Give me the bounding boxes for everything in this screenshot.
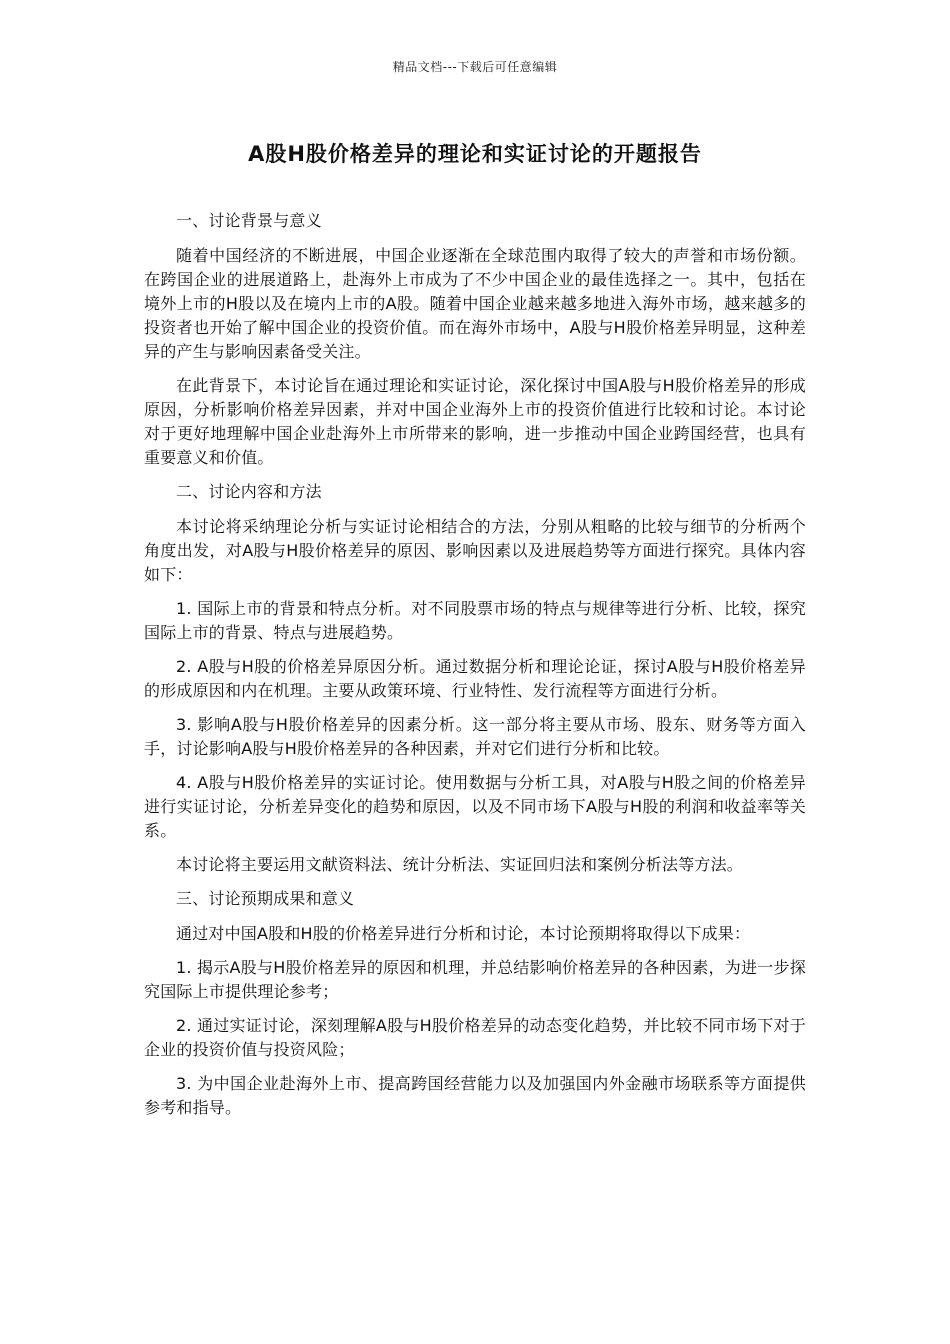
header-note: 精品文档---下载后可任意编辑 bbox=[392, 60, 558, 74]
list-item-outcome-1: 1. 揭示A股与H股价格差异的原因和机理，并总结影响价格差异的各种因素，为进一步探究国际上市提供理论参考； bbox=[144, 958, 806, 1001]
paragraph-methods: 本讨论将主要运用文献资料法、统计分析法、实证回归法和案例分析法等方法。 bbox=[176, 855, 744, 874]
list-item-content-2: 2. A股与H股的价格差异原因分析。通过数据分析和理论论证，探讨A股与H股价格差异的形成原因和内在机理。主要从政策环境、行业特性、发行流程等方面进行分析。 bbox=[144, 657, 806, 700]
document-body bbox=[144, 209, 806, 1130]
list-item-outcome-3: 3. 为中国企业赴海外上市、提高跨国经营能力以及加强国内外金融市场联系等方面提供参考和指导。 bbox=[144, 1074, 806, 1117]
list-item-content-1: 1. 国际上市的背景和特点分析。对不同股票市场的特点与规律等进行分析、比较，探究国际上市的背景、特点与进展趋势。 bbox=[144, 599, 806, 642]
paragraph-background-2: 在此背景下，本讨论旨在通过理论和实证讨论，深化探讨中国A股与H股价格差异的形成原因，分析影响价格差异因素，并对中国企业海外上市的投资价值进行比较和讨论。本讨论对于更好地理解中国企业赴海外上市所带来的影响，进一步推动中国企业跨国经营，也具有重要意义和价值。 bbox=[144, 376, 806, 467]
list-item-content-4: 4. A股与H股价格差异的实证讨论。使用数据与分析工具，对A股与H股之间的价格差异进行实证讨论，分析差异变化的趋势和原因，以及不同市场下A股与H股的利润和收益率等关系。 bbox=[144, 773, 806, 840]
paragraph-outcomes-intro: 通过对中国A股和H股的价格差异进行分析和讨论，本讨论预期将取得以下成果： bbox=[176, 924, 751, 943]
list-item-outcome-2: 2. 通过实证讨论，深刻理解A股与H股价格差异的动态变化趋势，并比较不同市场下对于企业的投资价值与投资风险； bbox=[144, 1016, 806, 1059]
list-item-content-3: 3. 影响A股与H股价格差异的因素分析。这一部分将主要从市场、股东、财务等方面入手，讨论影响A股与H股价格差异的各种因素，并对它们进行分析和比较。 bbox=[144, 715, 806, 758]
section-heading-content-methods: 二、讨论内容和方法 bbox=[176, 482, 322, 501]
paragraph-background-1: 随着中国经济的不断进展，中国企业逐渐在全球范围内取得了较大的声誉和市场份额。在跨国企业的进展道路上，赴海外上市成为了不少中国企业的最佳选择之一。其中，包括在境外上市的H股以及在境内上市的A股。随着中国企业越来越多地进入海外市场，越来越多的投资者也开始了解中国企业的投资价值。而在海外市场中，A股与H股价格差异明显，这种差异的产生与影响因素备受关注。 bbox=[144, 246, 806, 361]
section-heading-outcomes: 三、讨论预期成果和意义 bbox=[176, 889, 355, 908]
page-title: A股H股价格差异的理论和实证讨论的开题报告 bbox=[248, 142, 702, 166]
section-heading-background: 一、讨论背景与意义 bbox=[176, 211, 322, 230]
paragraph-content-intro: 本讨论将采纳理论分析与实证讨论相结合的方法，分别从粗略的比较与细节的分析两个角度出发，对A股与H股价格差异的原因、影响因素以及进展趋势等方面进行探究。具体内容如下： bbox=[144, 517, 806, 584]
